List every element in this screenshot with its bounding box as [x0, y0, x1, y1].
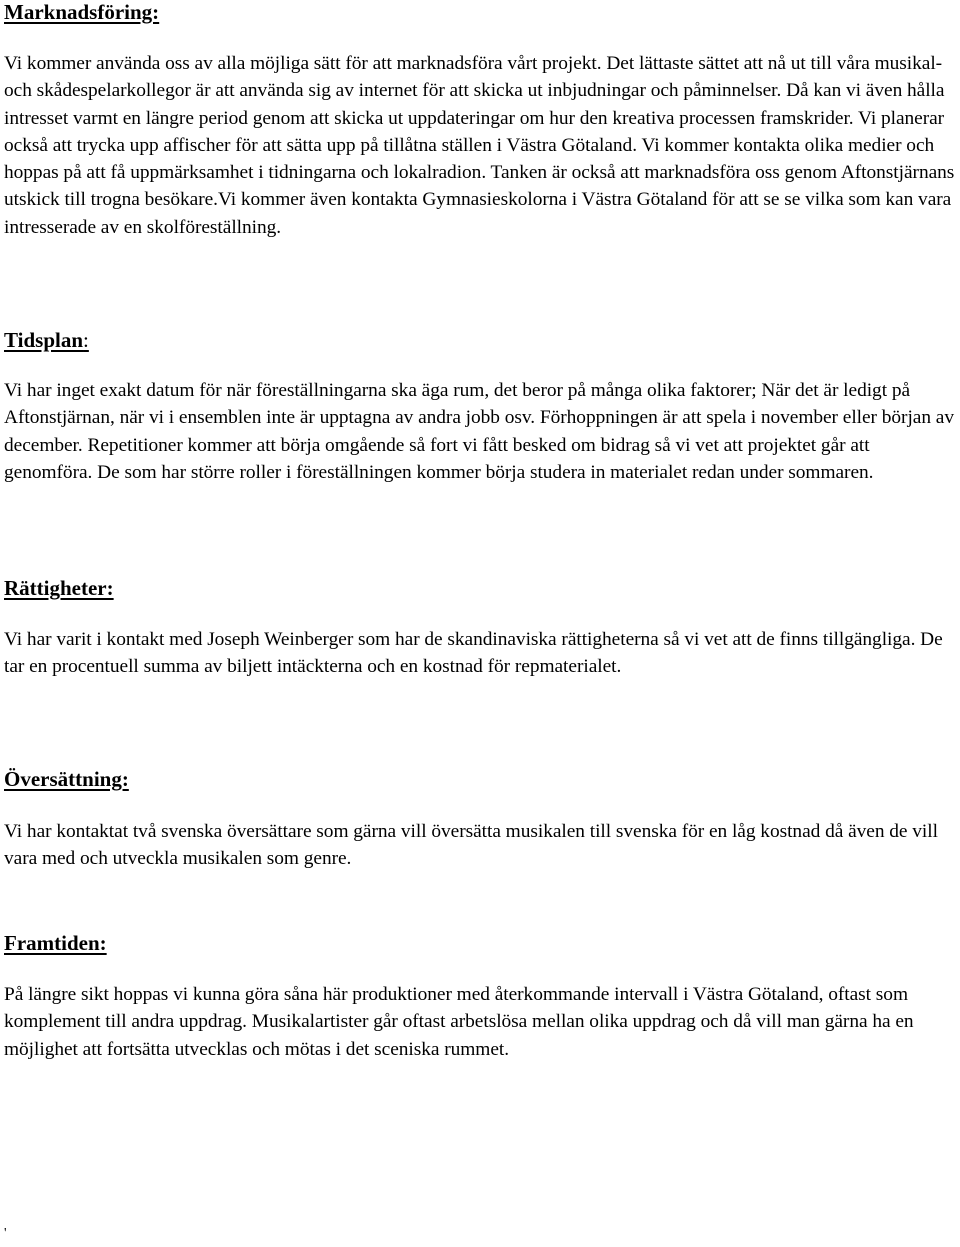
section-framtiden — [4, 931, 956, 1063]
section-paragraph: Vi har inget exakt datum för när föreställningarna ska äga rum, det beror på många olika faktorer; När det är ledigt på Aftonstjärnan, när vi i ensemblen inte är upptagna av andra jobb osv. Förhoppningen är att spela i november eller början av december. Repetitioner kommer att börja omgående så fort vi fått besked om bidrag så vi vet att projektet går att genomföra. De som har större roller i föreställningen kommer börja studera in materialet redan under sommaren. — [4, 380, 954, 483]
section-paragraph: Vi kommer använda oss av alla möjliga sätt för att marknadsföra vårt projekt. Det lättaste sättet att nå ut till våra musikal- och skådespelarkollegor är att använda sig av internet för att skicka ut inbjudningar och påminnelser. Då kan vi även hålla intresset varmt en längre period genom att skicka ut uppdateringar om hur den kreativa processen framskrider. Vi planerar också att trycka upp affischer för att sätta upp på tillåtna ställen i Västra Götaland. Vi kommer kontakta olika medier och hoppas på att få uppmärksamhet i tidningarna och lokalradion. Tanken är också att marknadsföra oss genom Aftonstjärnans utskick till trogna besökare.Vi kommer även kontakta Gymnasieskolorna i Västra Götaland för att se se vilka som kan vara intresserade av en skolföreställning. — [4, 53, 955, 238]
section-oversattning — [4, 767, 956, 873]
section-heading: Framtiden: — [4, 931, 107, 955]
footer-mark: ' — [4, 1226, 7, 1241]
section-paragraph: På längre sikt hoppas vi kunna göra såna här produktioner med återkommande intervall i Västra Götaland, oftast som komplement till andra uppdrag. Musikalartister går oftast arbetslösa mellan olika uppdrag och då vill man gärna ha en möjlighet att fortsätta utvecklas och mötas i det sceniska rummet. — [4, 984, 914, 1060]
section-marknadsforing — [4, 0, 956, 241]
section-heading-text: Tidsplan — [4, 328, 84, 352]
section-heading: Marknadsföring: — [4, 0, 160, 24]
section-heading-colon: : — [83, 328, 89, 352]
section-paragraph: Vi har varit i kontakt med Joseph Weinberger som har de skandinaviska rättigheterna så vi vet att de finns tillgängliga. De tar en procentuell summa av biljett intäckterna och en kostnad för repmaterialet. — [4, 629, 943, 678]
section-heading: Rättigheter: — [4, 576, 114, 600]
section-heading — [4, 328, 956, 352]
section-heading: Översättning: — [4, 767, 129, 791]
section-paragraph: Vi har kontaktat två svenska översättare som gärna vill översätta musikalen till svenska för en låg kostnad då även de vill vara med och utveckla musikalen som genre. — [4, 821, 938, 870]
section-tidsplan — [4, 328, 956, 486]
section-rattigheter — [4, 576, 956, 681]
